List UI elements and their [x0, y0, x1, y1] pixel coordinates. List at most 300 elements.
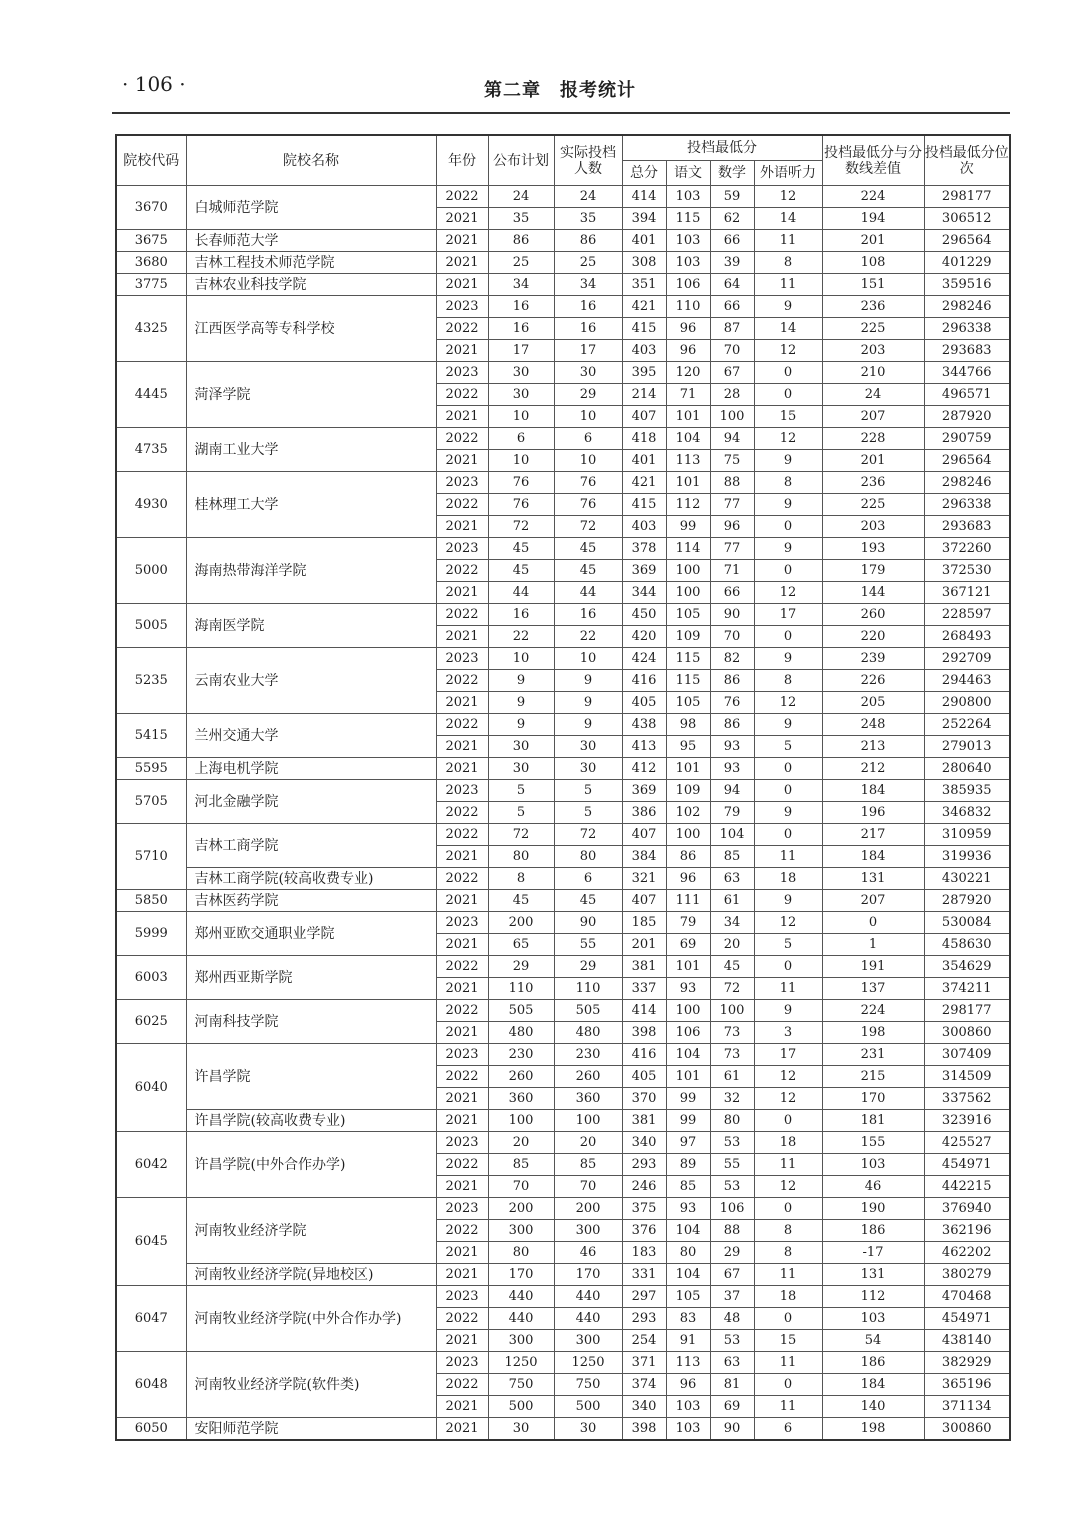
cell-year: 2021 — [436, 1396, 488, 1418]
cell-actual: 1250 — [554, 1352, 622, 1374]
cell-diff: 24 — [822, 384, 924, 406]
cell-plan: 10 — [488, 406, 554, 428]
cell-diff: 184 — [822, 1374, 924, 1396]
cell-math: 72 — [710, 978, 754, 1000]
cell-name: 菏泽学院 — [186, 362, 436, 428]
cell-listening: 17 — [754, 604, 822, 626]
cell-total: 344 — [622, 582, 666, 604]
cell-code: 5235 — [116, 648, 186, 714]
cell-year: 2023 — [436, 912, 488, 934]
cell-total: 421 — [622, 472, 666, 494]
cell-actual: 30 — [554, 1418, 622, 1441]
cell-total: 370 — [622, 1088, 666, 1110]
cell-total: 214 — [622, 384, 666, 406]
cell-listening: 18 — [754, 1132, 822, 1154]
table-row — [116, 472, 1010, 494]
cell-actual: 360 — [554, 1088, 622, 1110]
cell-total: 384 — [622, 846, 666, 868]
table-row — [116, 912, 1010, 934]
cell-name: 河南牧业经济学院(异地校区) — [186, 1264, 436, 1286]
header-year: 年份 — [436, 135, 488, 186]
cell-math: 48 — [710, 1308, 754, 1330]
cell-listening: 17 — [754, 1044, 822, 1066]
cell-diff: 0 — [822, 912, 924, 934]
cell-rank: 296338 — [924, 494, 1010, 516]
cell-rank: 298177 — [924, 1000, 1010, 1022]
cell-actual: 85 — [554, 1154, 622, 1176]
cell-diff: 220 — [822, 626, 924, 648]
cell-rank: 374211 — [924, 978, 1010, 1000]
page-header — [112, 68, 1010, 114]
cell-diff: 186 — [822, 1220, 924, 1242]
cell-year: 2022 — [436, 1000, 488, 1022]
cell-name: 河南牧业经济学院(中外合作办学) — [186, 1286, 436, 1352]
cell-code: 5595 — [116, 758, 186, 780]
cell-diff: 225 — [822, 494, 924, 516]
cell-code: 3775 — [116, 274, 186, 296]
table-row — [116, 1264, 1010, 1286]
cell-chinese: 83 — [666, 1308, 710, 1330]
cell-year: 2022 — [436, 384, 488, 406]
cell-rank: 319936 — [924, 846, 1010, 868]
cell-diff: 184 — [822, 846, 924, 868]
cell-math: 93 — [710, 736, 754, 758]
cell-plan: 86 — [488, 230, 554, 252]
cell-listening: 0 — [754, 1374, 822, 1396]
cell-name: 郑州亚欧交通职业学院 — [186, 912, 436, 956]
cell-plan: 300 — [488, 1330, 554, 1352]
cell-name: 海南热带海洋学院 — [186, 538, 436, 604]
table-row — [116, 1352, 1010, 1374]
table-row — [116, 868, 1010, 890]
cell-name: 江西医学高等专科学校 — [186, 296, 436, 362]
cell-total: 381 — [622, 1110, 666, 1132]
cell-total: 421 — [622, 296, 666, 318]
cell-plan: 30 — [488, 736, 554, 758]
cell-chinese: 100 — [666, 824, 710, 846]
cell-rank: 359516 — [924, 274, 1010, 296]
cell-rank: 314509 — [924, 1066, 1010, 1088]
cell-plan: 6 — [488, 428, 554, 450]
cell-year: 2021 — [436, 736, 488, 758]
cell-rank: 287920 — [924, 890, 1010, 912]
cell-total: 201 — [622, 934, 666, 956]
cell-year: 2021 — [436, 934, 488, 956]
cell-actual: 72 — [554, 516, 622, 538]
cell-actual: 5 — [554, 802, 622, 824]
cell-chinese: 101 — [666, 472, 710, 494]
cell-actual: 45 — [554, 538, 622, 560]
cell-rank: 354629 — [924, 956, 1010, 978]
cell-total: 414 — [622, 186, 666, 208]
cell-plan: 17 — [488, 340, 554, 362]
header-name: 院校名称 — [186, 135, 436, 186]
cell-rank: 252264 — [924, 714, 1010, 736]
cell-chinese: 120 — [666, 362, 710, 384]
cell-actual: 6 — [554, 428, 622, 450]
cell-total: 297 — [622, 1286, 666, 1308]
cell-chinese: 95 — [666, 736, 710, 758]
cell-code: 5000 — [116, 538, 186, 604]
cell-chinese: 109 — [666, 626, 710, 648]
cell-year: 2023 — [436, 1132, 488, 1154]
cell-actual: 90 — [554, 912, 622, 934]
cell-chinese: 91 — [666, 1330, 710, 1352]
cell-chinese: 113 — [666, 450, 710, 472]
cell-total: 438 — [622, 714, 666, 736]
cell-total: 340 — [622, 1396, 666, 1418]
cell-diff: 210 — [822, 362, 924, 384]
cell-chinese: 96 — [666, 868, 710, 890]
cell-total: 415 — [622, 494, 666, 516]
cell-year: 2022 — [436, 956, 488, 978]
cell-chinese: 98 — [666, 714, 710, 736]
cell-plan: 505 — [488, 1000, 554, 1022]
cell-rank: 454971 — [924, 1154, 1010, 1176]
cell-name: 吉林工商学院(较高收费专业) — [186, 868, 436, 890]
cell-diff: 260 — [822, 604, 924, 626]
cell-plan: 100 — [488, 1110, 554, 1132]
cell-listening: 0 — [754, 824, 822, 846]
cell-listening: 0 — [754, 384, 822, 406]
cell-chinese: 103 — [666, 230, 710, 252]
header-code: 院校代码 — [116, 135, 186, 186]
cell-diff: 205 — [822, 692, 924, 714]
cell-year: 2021 — [436, 582, 488, 604]
cell-rank: 372260 — [924, 538, 1010, 560]
cell-listening: 12 — [754, 1088, 822, 1110]
cell-plan: 35 — [488, 208, 554, 230]
cell-listening: 0 — [754, 1110, 822, 1132]
cell-actual: 10 — [554, 450, 622, 472]
cell-diff: 207 — [822, 890, 924, 912]
cell-chinese: 79 — [666, 912, 710, 934]
cell-math: 80 — [710, 1110, 754, 1132]
cell-diff: 144 — [822, 582, 924, 604]
cell-total: 254 — [622, 1330, 666, 1352]
cell-math: 70 — [710, 340, 754, 362]
cell-total: 371 — [622, 1352, 666, 1374]
cell-listening: 11 — [754, 230, 822, 252]
cell-plan: 360 — [488, 1088, 554, 1110]
cell-rank: 290759 — [924, 428, 1010, 450]
cell-actual: 17 — [554, 340, 622, 362]
cell-total: 414 — [622, 1000, 666, 1022]
cell-total: 405 — [622, 1066, 666, 1088]
cell-chinese: 97 — [666, 1132, 710, 1154]
cell-diff: 226 — [822, 670, 924, 692]
cell-plan: 200 — [488, 1198, 554, 1220]
cell-listening: 0 — [754, 1198, 822, 1220]
cell-total: 413 — [622, 736, 666, 758]
cell-diff: 131 — [822, 868, 924, 890]
table-row — [116, 824, 1010, 846]
cell-math: 53 — [710, 1330, 754, 1352]
cell-rank: 296338 — [924, 318, 1010, 340]
cell-listening: 11 — [754, 1352, 822, 1374]
cell-year: 2021 — [436, 1088, 488, 1110]
cell-math: 71 — [710, 560, 754, 582]
cell-total: 308 — [622, 252, 666, 274]
cell-plan: 480 — [488, 1022, 554, 1044]
cell-actual: 300 — [554, 1220, 622, 1242]
cell-actual: 45 — [554, 560, 622, 582]
cell-math: 61 — [710, 1066, 754, 1088]
cell-chinese: 113 — [666, 1352, 710, 1374]
cell-plan: 24 — [488, 186, 554, 208]
cell-math: 100 — [710, 406, 754, 428]
cell-actual: 5 — [554, 780, 622, 802]
cell-year: 2022 — [436, 1220, 488, 1242]
cell-rank: 425527 — [924, 1132, 1010, 1154]
cell-listening: 12 — [754, 912, 822, 934]
table-row — [116, 362, 1010, 384]
cell-rank: 337562 — [924, 1088, 1010, 1110]
header-chinese: 语文 — [666, 161, 710, 186]
cell-name: 郑州西亚斯学院 — [186, 956, 436, 1000]
cell-math: 63 — [710, 868, 754, 890]
cell-total: 246 — [622, 1176, 666, 1198]
cell-math: 73 — [710, 1022, 754, 1044]
cell-listening: 14 — [754, 318, 822, 340]
cell-actual: 16 — [554, 604, 622, 626]
cell-actual: 20 — [554, 1132, 622, 1154]
cell-rank: 385935 — [924, 780, 1010, 802]
cell-chinese: 103 — [666, 1396, 710, 1418]
cell-diff: 194 — [822, 208, 924, 230]
cell-year: 2022 — [436, 670, 488, 692]
cell-rank: 372530 — [924, 560, 1010, 582]
cell-code: 3670 — [116, 186, 186, 230]
cell-rank: 296564 — [924, 450, 1010, 472]
cell-diff: 170 — [822, 1088, 924, 1110]
cell-listening: 15 — [754, 1330, 822, 1352]
cell-math: 94 — [710, 780, 754, 802]
cell-year: 2023 — [436, 362, 488, 384]
cell-actual: 70 — [554, 1176, 622, 1198]
table-row — [116, 1110, 1010, 1132]
cell-code: 4325 — [116, 296, 186, 362]
cell-year: 2022 — [436, 1308, 488, 1330]
cell-year: 2021 — [436, 208, 488, 230]
cell-year: 2021 — [436, 274, 488, 296]
table-row — [116, 1044, 1010, 1066]
cell-listening: 0 — [754, 362, 822, 384]
cell-year: 2022 — [436, 802, 488, 824]
cell-rank: 268493 — [924, 626, 1010, 648]
cell-rank: 530084 — [924, 912, 1010, 934]
cell-plan: 300 — [488, 1220, 554, 1242]
cell-plan: 260 — [488, 1066, 554, 1088]
cell-total: 420 — [622, 626, 666, 648]
cell-diff: 155 — [822, 1132, 924, 1154]
cell-math: 45 — [710, 956, 754, 978]
cell-math: 53 — [710, 1132, 754, 1154]
cell-code: 6045 — [116, 1198, 186, 1286]
cell-diff: 201 — [822, 450, 924, 472]
cell-plan: 110 — [488, 978, 554, 1000]
cell-math: 66 — [710, 582, 754, 604]
cell-math: 100 — [710, 1000, 754, 1022]
cell-rank: 454971 — [924, 1308, 1010, 1330]
cell-listening: 11 — [754, 274, 822, 296]
cell-rank: 287920 — [924, 406, 1010, 428]
cell-total: 340 — [622, 1132, 666, 1154]
cell-diff: 217 — [822, 824, 924, 846]
cell-rank: 300860 — [924, 1418, 1010, 1441]
cell-total: 450 — [622, 604, 666, 626]
cell-year: 2021 — [436, 846, 488, 868]
cell-total: 386 — [622, 802, 666, 824]
cell-actual: 30 — [554, 736, 622, 758]
cell-total: 401 — [622, 230, 666, 252]
cell-diff: 207 — [822, 406, 924, 428]
cell-plan: 25 — [488, 252, 554, 274]
cell-total: 185 — [622, 912, 666, 934]
cell-actual: 9 — [554, 670, 622, 692]
cell-math: 59 — [710, 186, 754, 208]
cell-math: 70 — [710, 626, 754, 648]
cell-year: 2023 — [436, 780, 488, 802]
cell-plan: 440 — [488, 1308, 554, 1330]
cell-actual: 300 — [554, 1330, 622, 1352]
cell-math: 106 — [710, 1198, 754, 1220]
cell-year: 2023 — [436, 296, 488, 318]
cell-math: 55 — [710, 1154, 754, 1176]
cell-actual: 72 — [554, 824, 622, 846]
cell-math: 67 — [710, 362, 754, 384]
cell-actual: 29 — [554, 956, 622, 978]
cell-actual: 6 — [554, 868, 622, 890]
cell-total: 416 — [622, 670, 666, 692]
cell-listening: 11 — [754, 1264, 822, 1286]
cell-name: 桂林理工大学 — [186, 472, 436, 538]
cell-math: 62 — [710, 208, 754, 230]
cell-diff: 181 — [822, 1110, 924, 1132]
cell-year: 2021 — [436, 1242, 488, 1264]
cell-actual: 230 — [554, 1044, 622, 1066]
cell-rank: 279013 — [924, 736, 1010, 758]
cell-math: 77 — [710, 494, 754, 516]
cell-total: 407 — [622, 890, 666, 912]
cell-year: 2021 — [436, 340, 488, 362]
cell-name: 河北金融学院 — [186, 780, 436, 824]
cell-plan: 9 — [488, 692, 554, 714]
cell-rank: 367121 — [924, 582, 1010, 604]
cell-total: 378 — [622, 538, 666, 560]
cell-code: 3680 — [116, 252, 186, 274]
table-row — [116, 1000, 1010, 1022]
cell-listening: 18 — [754, 1286, 822, 1308]
cell-listening: 5 — [754, 934, 822, 956]
cell-plan: 16 — [488, 604, 554, 626]
cell-plan: 45 — [488, 560, 554, 582]
cell-chinese: 103 — [666, 1418, 710, 1441]
cell-actual: 86 — [554, 230, 622, 252]
cell-listening: 9 — [754, 802, 822, 824]
cell-listening: 8 — [754, 670, 822, 692]
cell-math: 20 — [710, 934, 754, 956]
cell-listening: 8 — [754, 472, 822, 494]
cell-actual: 200 — [554, 1198, 622, 1220]
cell-plan: 29 — [488, 956, 554, 978]
cell-year: 2021 — [436, 978, 488, 1000]
table-row — [116, 890, 1010, 912]
cell-total: 183 — [622, 1242, 666, 1264]
cell-total: 293 — [622, 1308, 666, 1330]
table-row — [116, 1198, 1010, 1220]
cell-rank: 344766 — [924, 362, 1010, 384]
cell-year: 2023 — [436, 1286, 488, 1308]
cell-plan: 5 — [488, 780, 554, 802]
cell-plan: 72 — [488, 824, 554, 846]
cell-chinese: 99 — [666, 1088, 710, 1110]
cell-chinese: 110 — [666, 296, 710, 318]
table-row — [116, 956, 1010, 978]
cell-plan: 440 — [488, 1286, 554, 1308]
cell-chinese: 80 — [666, 1242, 710, 1264]
cell-math: 64 — [710, 274, 754, 296]
cell-chinese: 114 — [666, 538, 710, 560]
cell-chinese: 103 — [666, 252, 710, 274]
cell-code: 5850 — [116, 890, 186, 912]
cell-year: 2021 — [436, 1110, 488, 1132]
cell-name: 海南医学院 — [186, 604, 436, 648]
cell-chinese: 105 — [666, 604, 710, 626]
cell-actual: 9 — [554, 714, 622, 736]
cell-total: 395 — [622, 362, 666, 384]
table-row — [116, 252, 1010, 274]
cell-math: 88 — [710, 1220, 754, 1242]
cell-code: 6050 — [116, 1418, 186, 1441]
cell-year: 2022 — [436, 494, 488, 516]
table-row — [116, 758, 1010, 780]
cell-total: 407 — [622, 406, 666, 428]
cell-plan: 1250 — [488, 1352, 554, 1374]
cell-math: 86 — [710, 714, 754, 736]
cell-diff: 108 — [822, 252, 924, 274]
cell-actual: 260 — [554, 1066, 622, 1088]
cell-math: 39 — [710, 252, 754, 274]
cell-listening: 8 — [754, 252, 822, 274]
cell-actual: 440 — [554, 1286, 622, 1308]
cell-diff: 137 — [822, 978, 924, 1000]
cell-plan: 10 — [488, 648, 554, 670]
cell-total: 394 — [622, 208, 666, 230]
cell-chinese: 96 — [666, 340, 710, 362]
cell-chinese: 106 — [666, 274, 710, 296]
cell-total: 369 — [622, 560, 666, 582]
table-row — [116, 604, 1010, 626]
cell-plan: 10 — [488, 450, 554, 472]
cell-diff: 203 — [822, 516, 924, 538]
cell-chinese: 104 — [666, 1220, 710, 1242]
cell-total: 405 — [622, 692, 666, 714]
cell-math: 75 — [710, 450, 754, 472]
cell-diff: 193 — [822, 538, 924, 560]
cell-diff: 248 — [822, 714, 924, 736]
cell-total: 375 — [622, 1198, 666, 1220]
cell-year: 2022 — [436, 560, 488, 582]
cell-name: 白城师范学院 — [186, 186, 436, 230]
cell-year: 2021 — [436, 890, 488, 912]
cell-listening: 11 — [754, 1396, 822, 1418]
cell-rank: 442215 — [924, 1176, 1010, 1198]
cell-name: 云南农业大学 — [186, 648, 436, 714]
cell-code: 5710 — [116, 824, 186, 890]
cell-total: 403 — [622, 516, 666, 538]
cell-chinese: 96 — [666, 1374, 710, 1396]
